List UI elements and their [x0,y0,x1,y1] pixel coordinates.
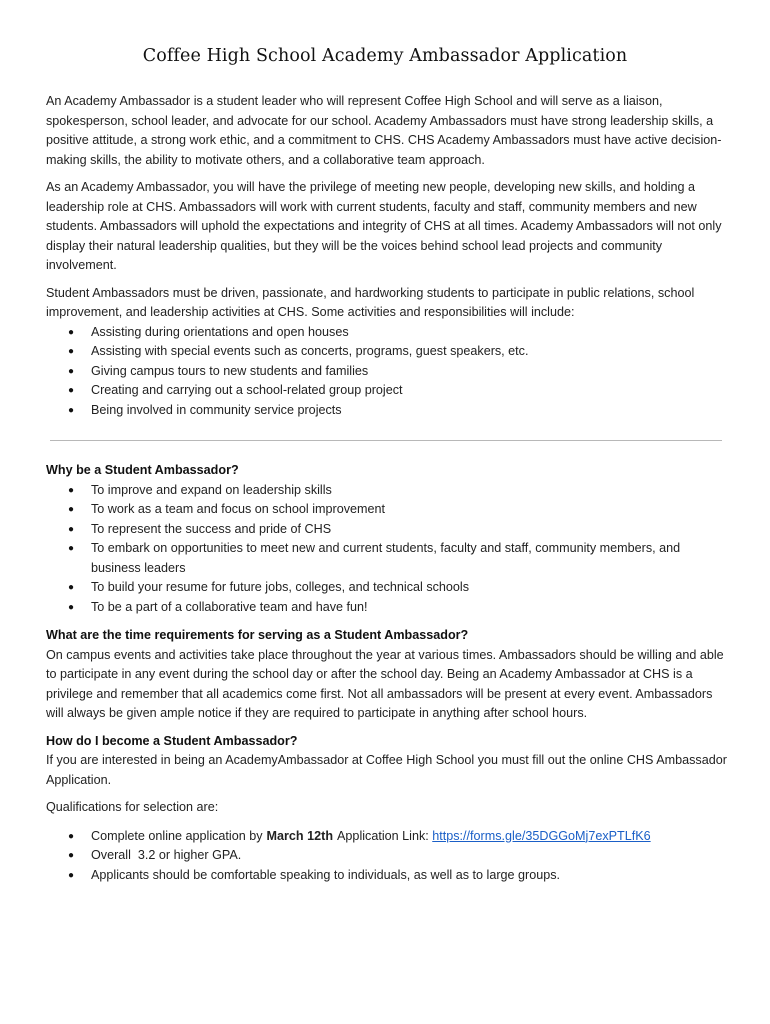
bullet-icon: ● [68,523,75,535]
list-item: ● Creating and carrying out a school-related group project [46,381,728,401]
list-item [46,827,728,847]
list-item: ● To be a part of a collaborative team and have fun! [46,598,728,618]
application-link[interactable]: https://forms.gle/35DGGoMj7exPTLfK6 [432,828,651,843]
page-title: Coffee High School Academy Ambassador Application [142,46,628,66]
bullet-icon: ● [68,365,75,377]
list-item: ● Applicants should be comfortable speaking to individuals, as well as to large groups. [46,866,728,886]
why-heading: Why be a Student Ambassador? [46,463,239,477]
activities-list [46,323,728,421]
intro-paragraph-3: Student Ambassadors must be driven, passionate, and hardworking students to participate in public relations, school improvement, and leadership activities at CHS. Some activities and responsibilities will include: [46,285,695,319]
list-item: ● Assisting during orientations and open houses [46,323,728,343]
list-item: ● Giving campus tours to new students and families [46,362,728,382]
list-item: ● To represent the success and pride of CHS [46,520,728,540]
bullet-icon: ● [68,346,75,357]
bullet-icon: ● [68,404,75,416]
qualifications-list [46,827,728,886]
bullet-icon: ● [68,830,75,842]
bullet-icon: ● [68,326,75,338]
bullet-icon: ● [68,850,75,861]
list-item: ● To build your resume for future jobs, colleges, and technical schools [46,578,728,598]
list-item: ● To embark on opportunities to meet new and current students, faculty and staff, community members, and business leaders [68,541,681,575]
list-item: ● Being involved in community service projects [46,401,728,421]
why-list [46,481,728,618]
bullet-icon: ● [68,504,75,515]
bullet-icon: ● [68,543,75,554]
time-heading: What are the time requirements for serving as a Student Ambassador? [46,628,469,642]
application-link-label: Application Link: [337,828,429,843]
list-item: ● To work as a team and focus on school improvement [46,500,728,520]
deadline-date: March 12th [266,828,334,843]
time-paragraph: On campus events and activities take place throughout the year at various times. Ambassadors should be willing and able to participate in any event during the school day or after the school day. Being an Academy Ambassador at CHS is a privilege and remember that all academics come first. Not all ambassadors will be present at every event. Ambassadors will always be given ample notice if they are required to participate in anything after school hours. [46,647,724,720]
bullet-icon: ● [68,869,75,881]
list-item: ● Overall 3.2 or higher GPA. [46,846,728,866]
qualification-prefix: Complete online application by [91,828,263,843]
bullet-icon: ● [68,601,75,613]
list-item: ● To improve and expand on leadership skills [46,481,728,501]
section-divider [50,440,722,441]
become-paragraph: If you are interested in being an AcademyAmbassador at Coffee High School you must fill out the online CHS Ambassador Application. [46,753,727,787]
document-body [46,92,728,885]
become-heading: How do I become a Student Ambassador? [46,733,298,748]
bullet-icon: ● [68,582,75,593]
bullet-icon: ● [68,484,75,496]
list-item: ● Assisting with special events such as concerts, programs, guest speakers, etc. [46,342,728,362]
qualifications-intro: Qualifications for selection are: [46,800,219,814]
intro-paragraph-2: As an Academy Ambassador, you will have the privilege of meeting new people, developing new skills, and holding a leadership role at CHS. Ambassadors will work with current students, faculty and staff, community members and new students. Ambassadors will uphold the expectations and integrity of CHS at all times. Academy Ambassadors will not only display their natural leadership qualities, but they will be the voices behind school lead projects and community involvement. [46,180,722,272]
intro-paragraph-1: An Academy Ambassador is a student leader who will represent Coffee High School and will serve as a liaison, spokesperson, school leader, and advocate for our school. Academy Ambassadors must have strong leadership skills, a positive attitude, a strong work ethic, and a commitment to CHS. CHS Academy Ambassadors must have active decision-making skills, the ability to motivate others, and a collaborative team approach. [46,94,722,167]
bullet-icon: ● [68,385,75,396]
